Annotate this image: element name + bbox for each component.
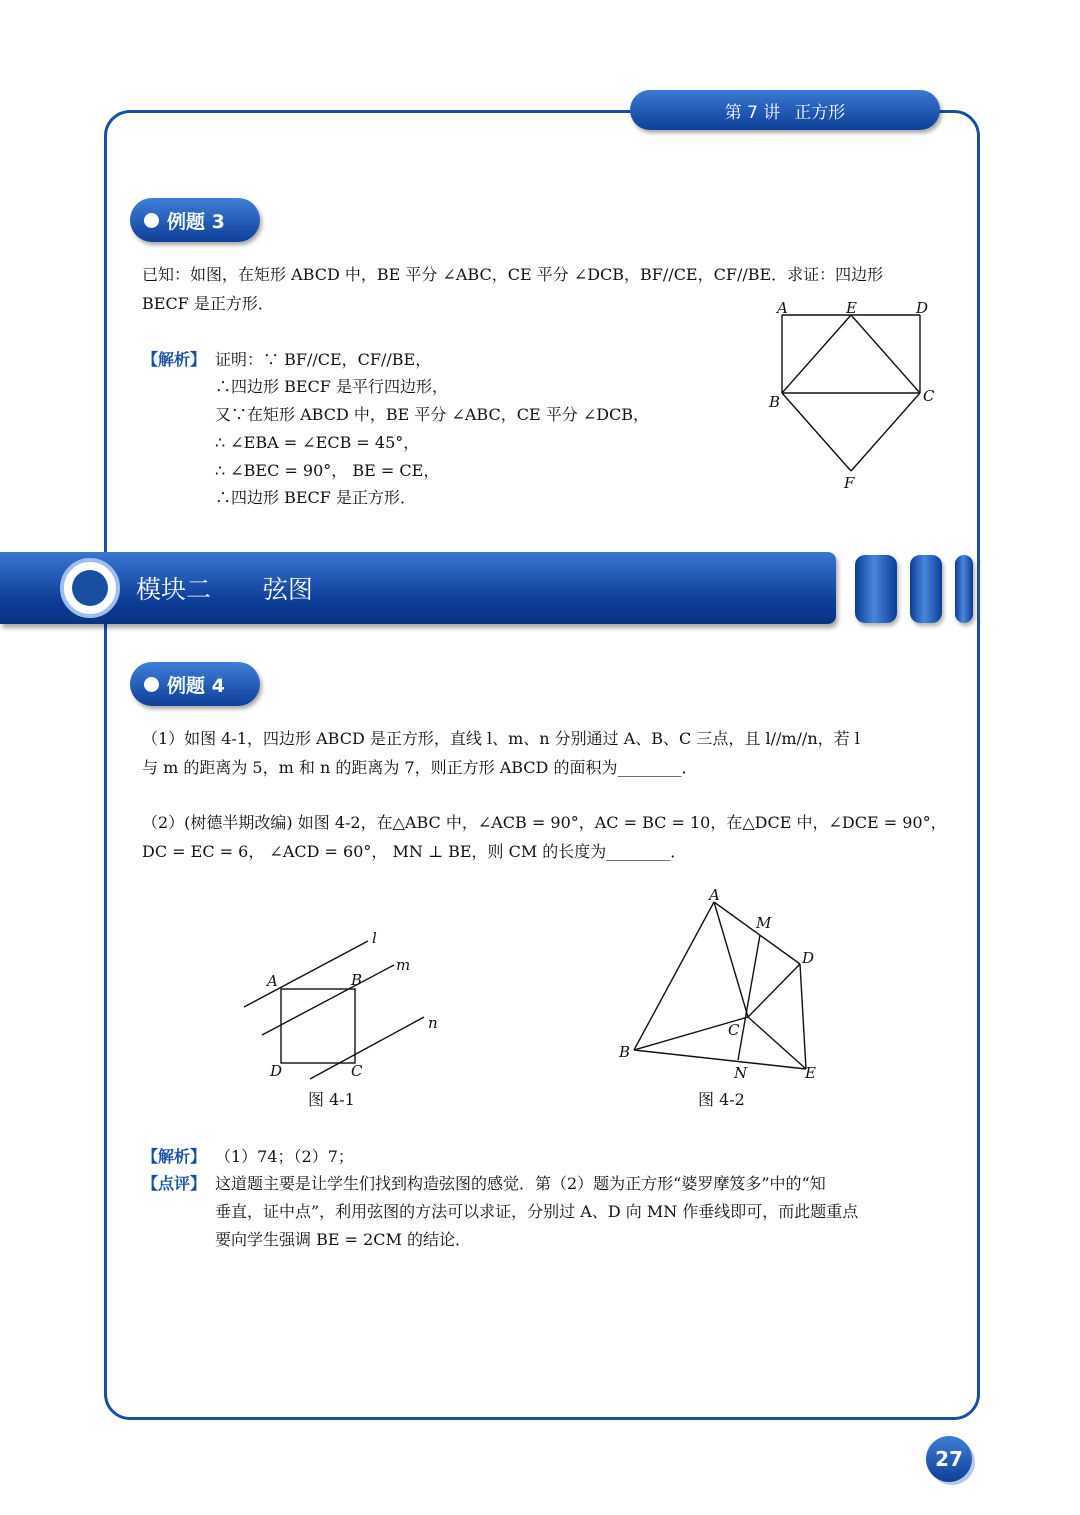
solution-line: ∴ ∠BEC = 90°， BE = CE，	[215, 461, 440, 480]
example-4-part-1	[142, 724, 860, 782]
line-label: n	[428, 1014, 438, 1032]
module-icon	[60, 558, 120, 618]
comment-line: 要向学生强调 BE = 2CM 的结论．	[215, 1230, 471, 1249]
point-label: B	[351, 971, 363, 989]
point-label: D	[916, 299, 929, 317]
solution-line: ∴四边形 BECF 是平行四边形，	[215, 377, 448, 396]
figure-caption: 图 4-2	[698, 1090, 745, 1109]
page-number: 27	[926, 1436, 972, 1482]
module-title: 模块二 弦图	[136, 575, 313, 604]
solution-line: 证明：∵ BF//CE，CF//BE，	[215, 350, 432, 369]
figure-4-2	[610, 880, 840, 1115]
lecture-topic: 正方形	[794, 102, 846, 123]
point-label: C	[728, 1021, 740, 1039]
point-label: A	[777, 299, 788, 317]
point-label: B	[769, 393, 781, 411]
point-label: D	[802, 949, 815, 967]
problem-line: 与 m 的距离为 5，m 和 n 的距离为 7，则正方形 ABCD 的面积为________．	[142, 758, 698, 777]
lecture-number: 第 7 讲	[724, 102, 781, 123]
example-3-badge	[130, 198, 260, 242]
decorative-pill	[855, 555, 897, 623]
comment-line: 这道题主要是让学生们找到构造弦图的感觉．第（2）题为正方形“婆罗摩笈多”中的“知	[215, 1174, 826, 1193]
answer-text: （1）74；（2）7；	[215, 1147, 354, 1166]
decorative-pill	[910, 555, 942, 623]
decorative-pill	[955, 555, 973, 623]
solution-line: ∴四边形 BECF 是正方形．	[215, 488, 416, 507]
example-4-part-2	[142, 808, 947, 866]
problem-line: BECF 是正方形．	[142, 294, 274, 313]
comment-line: 垂直，证中点”，利用弦图的方法可以求证，分别过 A、D 向 MN 作垂线即可，而此题重点	[215, 1202, 859, 1221]
point-label: A	[267, 972, 278, 990]
point-label: C	[351, 1062, 363, 1080]
point-label: M	[756, 914, 772, 932]
problem-line: （1）如图 4-1，四边形 ABCD 是正方形，直线 l、m、n 分别通过 A、B、C 三点，且 l//m//n，若 l	[142, 729, 860, 748]
point-label: N	[734, 1064, 748, 1082]
answer-label: 【解析】	[142, 1147, 207, 1166]
problem-line: （2）(树德半期改编) 如图 4-2，在△ABC 中，∠ACB = 90°，AC = BC = 10，在△DCE 中，∠DCE = 90°，	[142, 813, 947, 832]
solution-line: 又∵在矩形 ABCD 中，BE 平分 ∠ABC，CE 平分 ∠DCB，	[215, 405, 650, 424]
point-label: C	[923, 387, 935, 405]
bullet-icon	[144, 677, 159, 692]
example-3-label: 例题 3	[167, 210, 225, 233]
document-icon	[72, 570, 108, 606]
line-label: l	[372, 929, 377, 947]
problem-line: 已知：如图，在矩形 ABCD 中，BE 平分 ∠ABC，CE 平分 ∠DCB，BF//CE，CF//BE．求证：四边形	[142, 265, 884, 284]
solution-line: ∴ ∠EBA = ∠ECB = 45°，	[215, 433, 420, 452]
figure-example-3	[760, 295, 950, 495]
point-label: A	[709, 886, 720, 904]
chapter-header-tab	[630, 90, 940, 130]
figure-4-1	[230, 925, 460, 1115]
comment-label: 【点评】	[142, 1174, 207, 1193]
point-label: E	[805, 1064, 816, 1082]
example-4-label: 例题 4	[167, 674, 225, 697]
module-banner	[0, 552, 836, 624]
problem-line: DC = EC = 6， ∠ACD = 60°， MN ⊥ BE，则 CM 的长度为________．	[142, 842, 687, 861]
line-label: m	[396, 956, 411, 974]
example-4-badge	[130, 662, 260, 706]
point-label: F	[844, 474, 855, 492]
figure-caption: 图 4-1	[308, 1090, 355, 1109]
point-label: D	[270, 1062, 283, 1080]
point-label: E	[846, 299, 857, 317]
point-label: B	[619, 1043, 631, 1061]
solution-label: 【解析】	[142, 350, 207, 369]
bullet-icon	[144, 213, 159, 228]
